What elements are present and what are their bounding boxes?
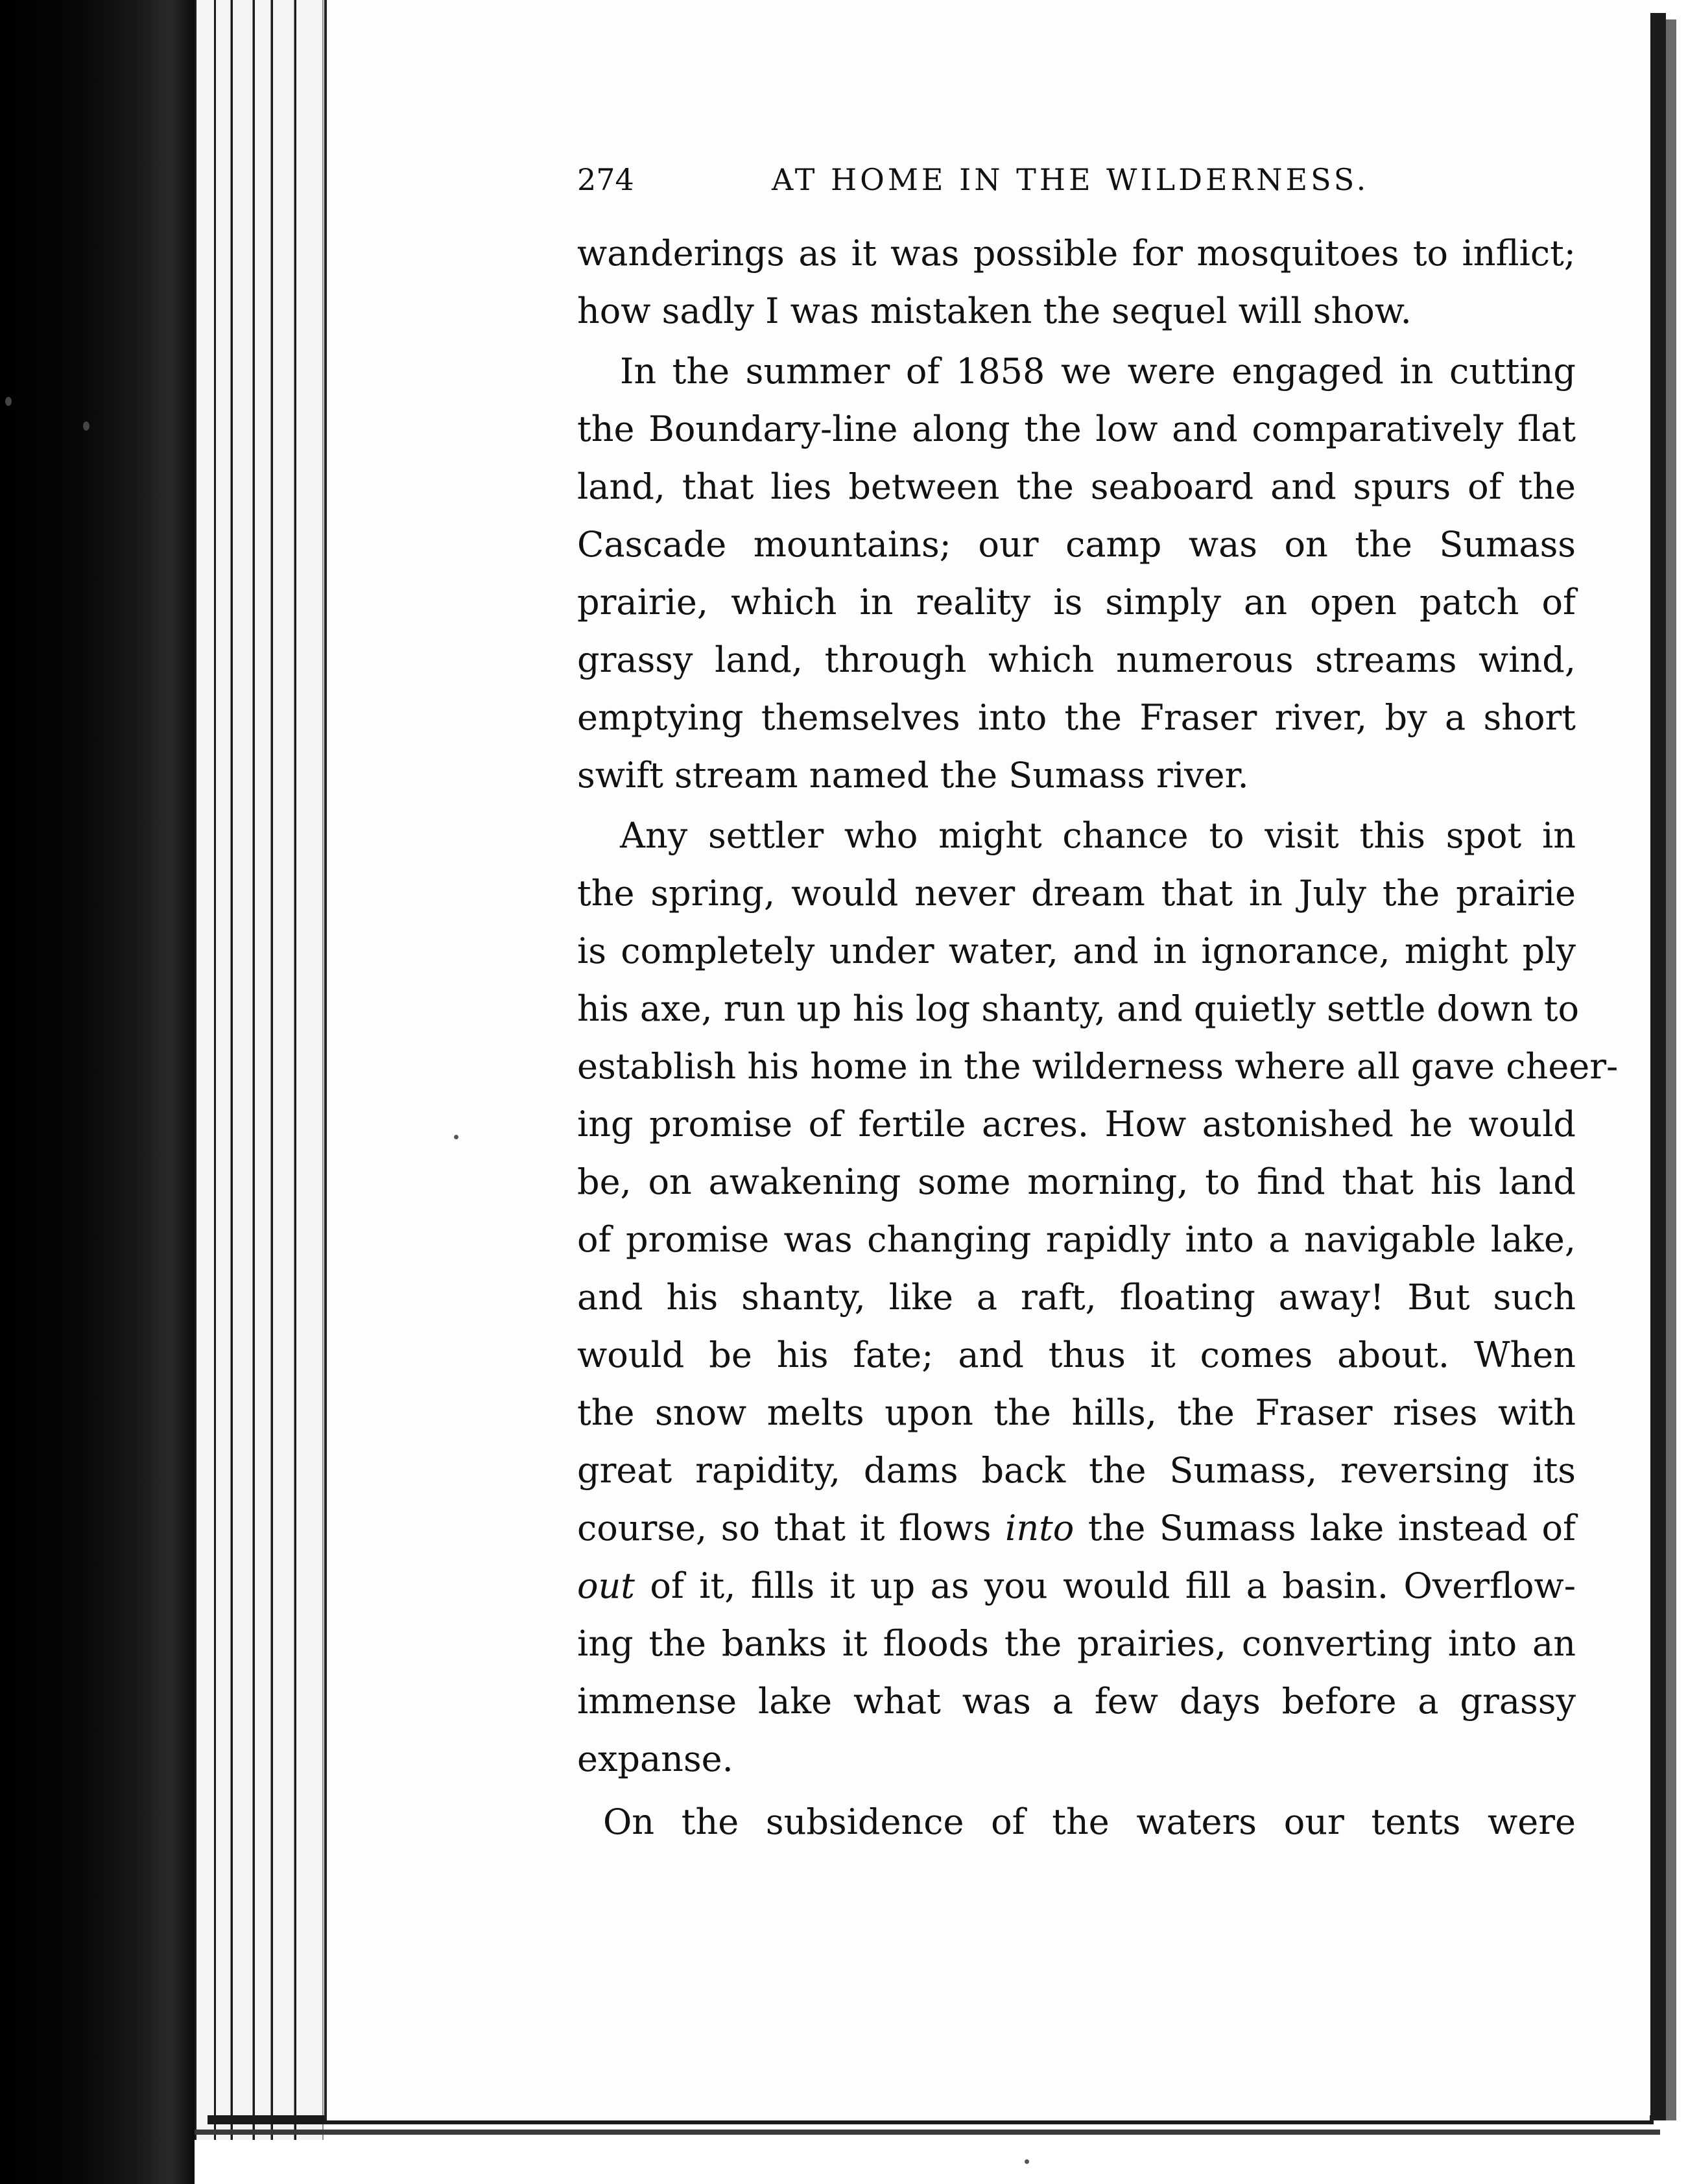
running-title: AT HOME IN THE WILDERNESS. <box>772 162 1370 197</box>
paragraph <box>577 224 1576 340</box>
text-line: his axe, run up his log shanty, and quietly settle down to <box>577 988 1580 1029</box>
text-line: ing promise of fertile acres. How astonished he would <box>577 1104 1576 1145</box>
text-line: grassy land, through which numerous streams wind, <box>577 639 1576 680</box>
paragraph <box>577 807 1619 1788</box>
page-number: 274 <box>577 162 634 197</box>
text-line: emptying themselves into the Fraser river, by a short <box>577 697 1576 738</box>
text-line: immense lake what was a few days before a grassy <box>577 1681 1576 1722</box>
text-line: the spring, would never dream that in July the prairie <box>577 873 1576 914</box>
spine-mark <box>5 397 12 406</box>
text-line: would be his fate; and thus it comes about. When <box>577 1335 1576 1375</box>
speck <box>1025 2159 1029 2164</box>
text-line: expanse. <box>577 1739 733 1779</box>
page-edge <box>195 0 216 2140</box>
text-line: of promise was changing rapidly into a navigable lake, <box>577 1219 1576 1260</box>
text-line: In the summer of 1858 we were engaged in cutting <box>620 351 1576 392</box>
paragraph <box>577 342 1576 804</box>
text-run: the Sumass lake instead of <box>1074 1508 1576 1549</box>
text-line: be, on awakening some morning, to find that his land <box>577 1161 1576 1202</box>
page-right-edge <box>1666 19 1676 2120</box>
text-line <box>577 1557 1576 1615</box>
text-line: establish his home in the wilderness where all gave cheer- <box>577 1046 1619 1087</box>
text-line: the snow melts upon the hills, the Fraser rises with <box>577 1392 1576 1433</box>
text-line: is completely under water, and in ignorance, might ply <box>577 931 1576 971</box>
text-line: On the subsidence of the waters our tents were <box>603 1801 1576 1842</box>
text-line: the Boundary-line along the low and comparatively flat <box>577 409 1576 449</box>
text-line: great rapidity, dams back the Sumass, reversing its <box>577 1450 1576 1491</box>
text-run: course, so that it flows <box>577 1508 1006 1549</box>
page-text <box>577 162 1619 1853</box>
paragraph <box>577 1793 1576 1851</box>
text-line: how sadly I was mistaken the sequel will show. <box>577 291 1412 331</box>
text-run: of it, fills it up as you would fill a basin. Overflow- <box>635 1565 1576 1606</box>
page-right-edge <box>1650 13 1666 2120</box>
text-line: prairie, which in reality is simply an open patch of <box>577 582 1576 623</box>
italic-word: out <box>577 1565 635 1606</box>
page-edge <box>271 0 295 2140</box>
italic-word: into <box>1005 1508 1075 1549</box>
spine-mark <box>83 421 89 431</box>
book-spine <box>0 0 195 2184</box>
text-line: and his shanty, like a raft, floating away! But such <box>577 1277 1576 1318</box>
text-line: land, that lies between the seaboard and spurs of the <box>577 466 1576 507</box>
page-edge <box>253 0 272 2140</box>
page-edge <box>294 0 324 2140</box>
text-line <box>577 1499 1576 1557</box>
text-line: ing the banks it floods the prairies, converting into an <box>577 1623 1576 1664</box>
text-line: swift stream named the Sumass river. <box>577 755 1249 796</box>
text-line: Cascade mountains; our camp was on the Sumass <box>577 524 1576 565</box>
text-line: Any settler who might chance to visit this spot in <box>620 815 1576 856</box>
page-edge <box>214 0 232 2140</box>
page-bottom-edge <box>195 2130 1660 2135</box>
running-head <box>577 162 1576 201</box>
page-edge <box>231 0 254 2140</box>
text-line: wanderings as it was possible for mosquitoes to inflict; <box>577 233 1576 274</box>
speck <box>454 1135 458 1139</box>
